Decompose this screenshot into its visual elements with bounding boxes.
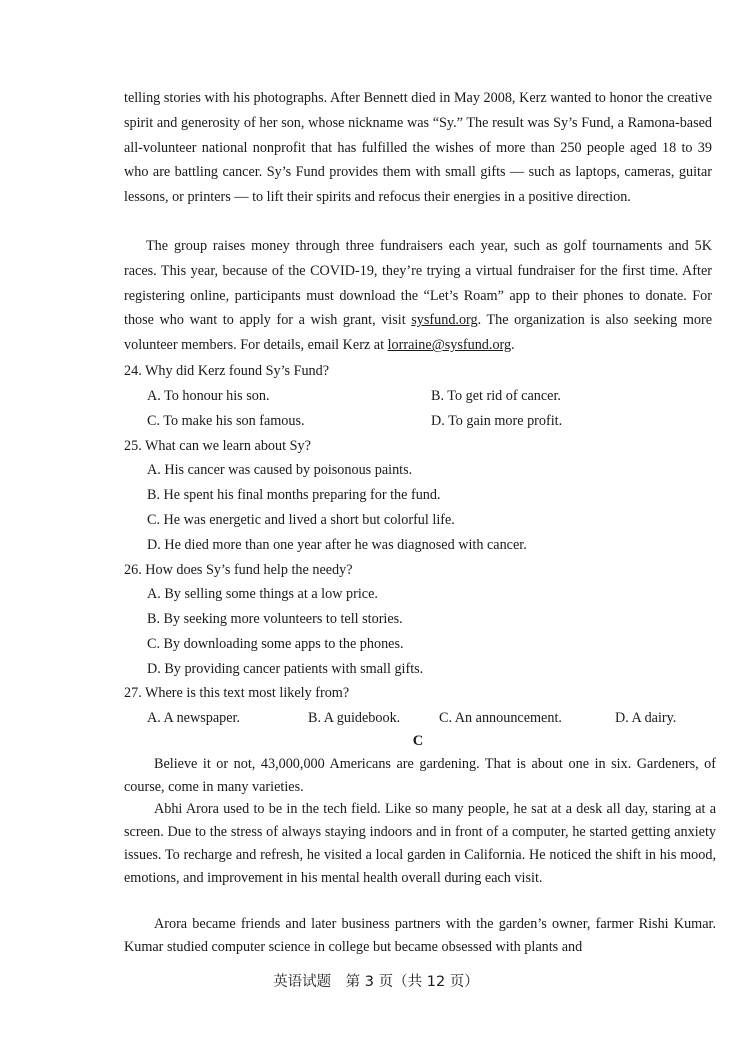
page-footer: 英语试题 第 3 页（共 12 页） [273,974,479,990]
question-25-stem: 25. What can we learn about Sy? [124,438,311,454]
question-27-option-d: D. A dairy. [615,710,677,726]
email-link[interactable]: lorraine@sysfund.org [387,337,512,354]
passage-c-paragraph-3: Arora became friends and later business partners with the garden’s owner, farmer Rishi Kumar. Kumar studied computer science in college but became obsessed with plants and [124,916,716,955]
question-24-option-d: D. To gain more profit. [431,413,563,429]
question-27-option-a: A. A newspaper. [147,710,240,726]
passage-b-paragraph-1 [124,86,712,210]
question-27-stem: 27. Where is this text most likely from? [124,685,350,701]
question-24-option-b: B. To get rid of cancer. [431,388,561,404]
question-26-option-a: A. By selling some things at a low price. [147,586,378,602]
question-25-option-d: D. He died more than one year after he was diagnosed with cancer. [147,537,527,553]
question-24-option-c: C. To make his son famous. [147,413,305,429]
website-link[interactable]: sysfund.org [411,312,478,329]
passage-b-p1-text: telling stories with his photographs. After Bennett died in May 2008, Kerz wanted to honor the creative spirit and generosity of her son, whose nickname was “Sy.” The result was Sy’s Fund, a Ramona-based all-volunteer national nonprofit that has fulfilled the wishes of more than 250 people aged 18 to 39 who are battling cancer. Sy’s Fund provides them with small gifts — such as laptops, cameras, guitar lessons, or printers — to lift their spirits and refocus their energies in a positive direction. [124,90,712,206]
passage-b-p2-text-a: The group raises money through three fundraisers each year, such as golf tournaments and 5K races. This year, because of the COVID-19, they’re trying a virtual fundraiser for the first time. After registering online, participants must download the “Let’s Roam” app to their phones to donate. For those who want to apply for a wish grant, visit [124,238,712,329]
question-24-option-a: A. To honour his son. [147,388,270,404]
passage-b-p2-text-b: . The organization is also seeking more volunteer members. For details, email Kerz at [124,312,713,354]
section-letter-c: C [412,733,424,749]
passage-b-paragraph-2 [124,234,712,358]
passage-c-paragraph-2: Abhi Arora used to be in the tech field. Like so many people, he sat at a desk all day, staring at a screen. Due to the stress of always staying indoors and in front of a computer, he started getting anxiety issues. To recharge and refresh, he visited a local garden in California. He noticed the shift in his mood, emotions, and improvement in his mental health overall during each visit. [124,801,716,886]
question-27-option-c: C. An announcement. [439,710,562,726]
question-24-stem: 24. Why did Kerz found Sy’s Fund? [124,363,330,379]
question-25-option-c: C. He was energetic and lived a short but colorful life. [147,512,455,528]
passage-b-p2-text-c: . [511,337,515,354]
passage-c-paragraph-1: Believe it or not, 43,000,000 Americans are gardening. That is about one in six. Gardeners, of course, come in many varieties. [124,756,716,795]
question-26-option-c: C. By downloading some apps to the phones. [147,636,404,652]
question-27-option-b: B. A guidebook. [308,710,401,726]
question-26-stem: 26. How does Sy’s fund help the needy? [124,562,353,578]
question-25-option-a: A. His cancer was caused by poisonous paints. [147,462,413,478]
question-26-option-d: D. By providing cancer patients with small gifts. [147,661,424,677]
question-26-option-b: B. By seeking more volunteers to tell stories. [147,611,403,627]
question-25-option-b: B. He spent his final months preparing for the fund. [147,487,441,503]
